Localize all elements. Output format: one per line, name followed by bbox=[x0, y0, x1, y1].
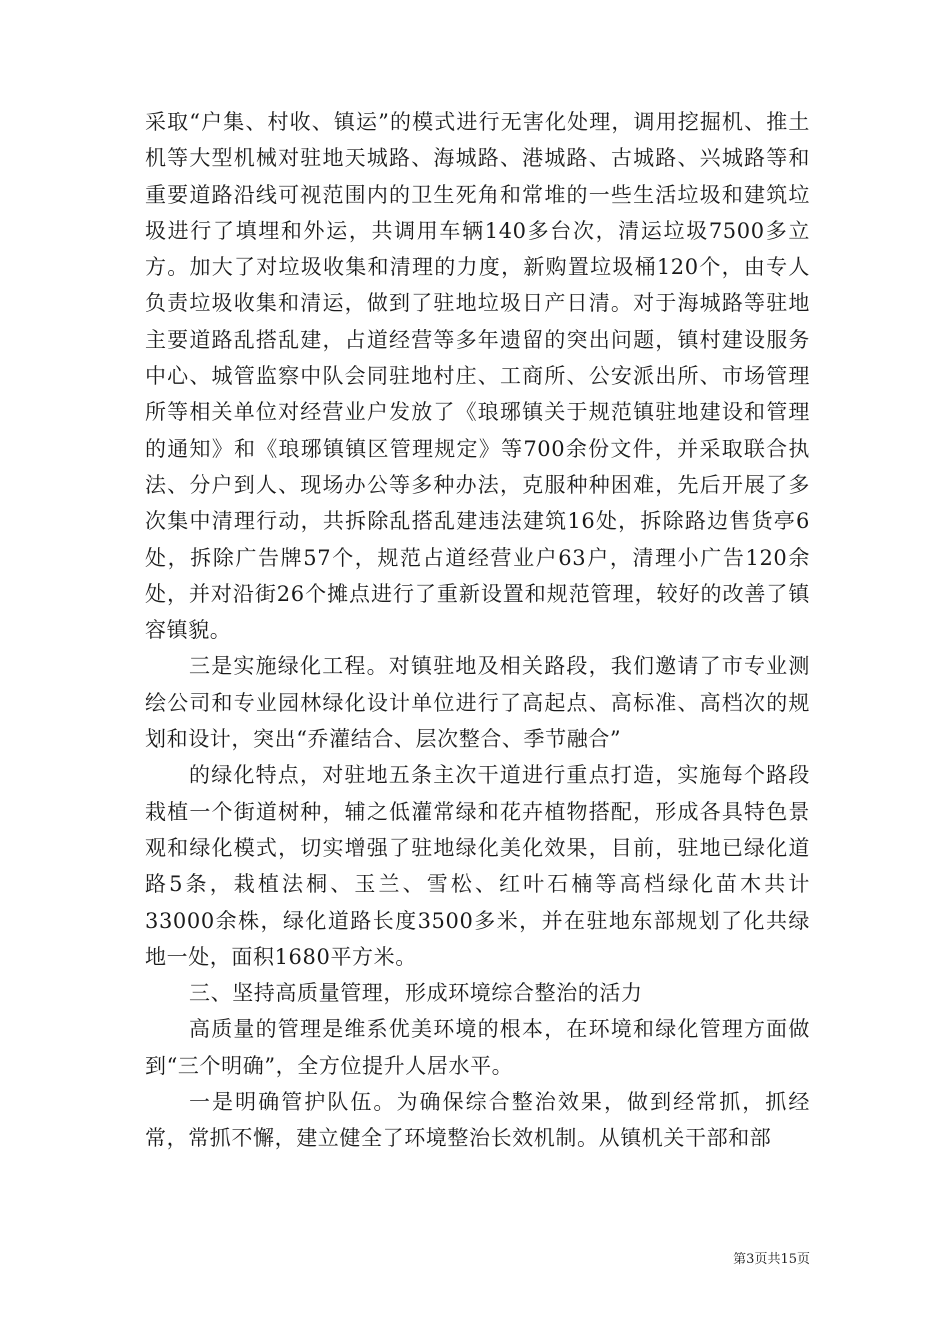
body-paragraph-3: 的绿化特点，对驻地五条主次干道进行重点打造，实施每个路段栽植一个街道树种，辅之低灌常绿和花卉植物搭配，形成各具特色景观和绿化模式，切实增强了驻地绿化美化效果，目前，驻地已绿化道路5条，栽植法桐、玉兰、雪松、红叶石楠等高档绿化苗木共计33000余株，绿化道路长度3500多米，并在驻地东部规划了化共绿地一处，面积1680平方米。 bbox=[145, 763, 810, 969]
section-heading: 三、坚持高质量管理，形成环境综合整治的活力 bbox=[189, 981, 643, 1006]
body-paragraph-5: 高质量的管理是维系优美环境的根本，在环境和绿化管理方面做到“三个明确”，全方位提升人居水平。 bbox=[145, 1017, 810, 1078]
document-body bbox=[145, 104, 810, 1157]
body-paragraph-1: 采取“户集、村收、镇运”的模式进行无害化处理，调用挖掘机、推土机等大型机械对驻地天城路、海城路、港城路、古城路、兴城路等和重要道路沿线可视范围内的卫生死角和常堆的一些生活垃圾和建筑垃圾进行了填埋和外运，共调用车辆140多台次，清运垃圾7500多立方。加大了对垃圾收集和清理的力度，新购置垃圾桶120个，由专人负责垃圾收集和清运，做到了驻地垃圾日产日清。对于海城路等驻地主要道路乱搭乱建，占道经营等多年遗留的突出问题，镇村建设服务中心、城管监察中队会同驻地村庄、工商所、公安派出所、市场管理所等相关单位对经营业户发放了《琅琊镇关于规范镇驻地建设和管理的通知》和《琅琊镇镇区管理规定》等700余份文件，并采取联合执法、分户到人、现场办公等多种办法，克服种种困难，先后开展了多次集中清理行动，共拆除乱搭乱建违法建筑16处，拆除路边售货亭6处，拆除广告牌57个，规范占道经营业户63户，清理小广告120余处，并对沿街26个摊点进行了重新设置和规范管理，较好的改善了镇容镇貌。 bbox=[145, 110, 810, 643]
body-paragraph-6: 一是明确管护队伍。为确保综合整治效果，做到经常抓，抓经常，常抓不懈，建立健全了环境整治长效机制。从镇机关干部和部 bbox=[145, 1090, 810, 1151]
body-paragraph-2: 三是实施绿化工程。对镇驻地及相关路段，我们邀请了市专业测绘公司和专业园林绿化设计单位进行了高起点、高标准、高档次的规划和设计，突出“乔灌结合、层次整合、季节融合” bbox=[145, 654, 810, 752]
page-number-footer: 第3页共15页 bbox=[733, 1252, 810, 1267]
